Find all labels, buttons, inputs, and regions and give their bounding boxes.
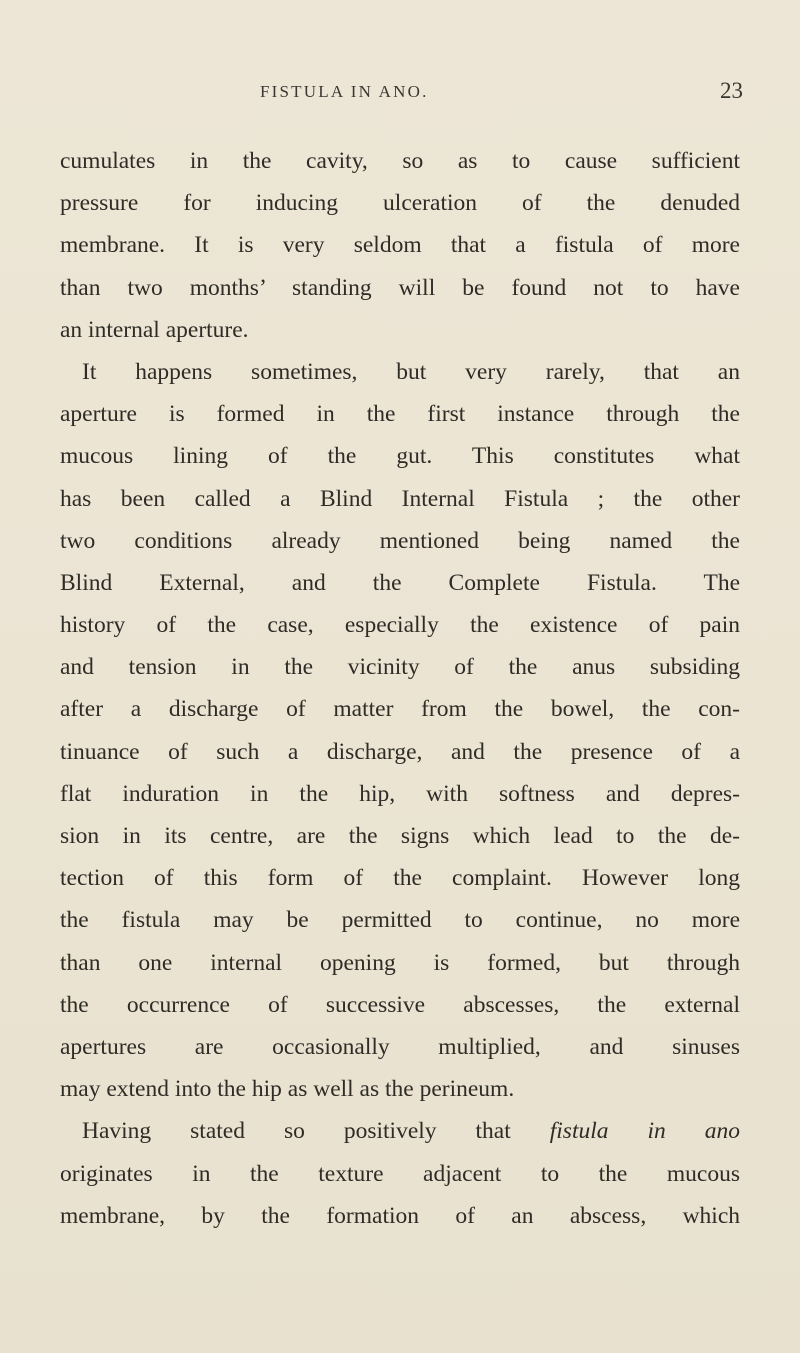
text-line: tection of this form of the complaint. However long — [60, 865, 740, 892]
page-number: 23 — [720, 78, 743, 103]
text-line: after a discharge of matter from the bowel, the con- — [60, 696, 740, 723]
text-line: pressure for inducing ulceration of the denuded — [60, 190, 740, 217]
text-line: the fistula may be permitted to continue, no more — [60, 907, 740, 934]
text-line — [60, 1110, 740, 1152]
text-line: flat induration in the hip, with softness and depres- — [60, 780, 740, 807]
text-line: mucous lining of the gut. This constitutes what — [60, 443, 740, 470]
text-line: tinuance of such a discharge, and the presence of a — [60, 738, 740, 765]
text-line: apertures are occasionally multiplied, and sinuses — [60, 1033, 740, 1060]
text-line: originates in the texture adjacent to the mucous — [60, 1160, 740, 1187]
italic-phrase: fistula in ano — [549, 1118, 740, 1145]
text-line: Blind External, and the Complete Fistula. The — [60, 569, 740, 596]
text-line: has been called a Blind Internal Fistula ; the other — [60, 485, 740, 512]
text-line: and tension in the vicinity of the anus subsiding — [60, 654, 740, 681]
running-head — [0, 78, 800, 112]
text-line: history of the case, especially the existence of pain — [60, 612, 740, 639]
text-run: Having stated so positively that — [82, 1118, 550, 1145]
text-line: aperture is formed in the first instance through the — [60, 401, 740, 428]
text-line: membrane. It is very seldom that a fistula of more — [60, 232, 740, 259]
text-line: an internal aperture. — [60, 316, 249, 343]
text-line: may extend into the hip as well as the perineum. — [60, 1076, 515, 1103]
body-text — [60, 140, 740, 1237]
text-line: than one internal opening is formed, but through — [60, 949, 740, 976]
text-line: It happens sometimes, but very rarely, that an — [82, 358, 740, 385]
text-line: the occurrence of successive abscesses, the external — [60, 991, 740, 1018]
text-line: sion in its centre, are the signs which lead to the de- — [60, 823, 740, 849]
text-line: membrane, by the formation of an abscess, which — [60, 1202, 740, 1229]
text-line: two conditions already mentioned being named the — [60, 527, 740, 554]
running-title: FISTULA IN ANO. — [260, 82, 429, 101]
text-line: than two months’ standing will be found not to have — [60, 274, 740, 301]
text-line: cumulates in the cavity, so as to cause sufficient — [60, 148, 740, 174]
